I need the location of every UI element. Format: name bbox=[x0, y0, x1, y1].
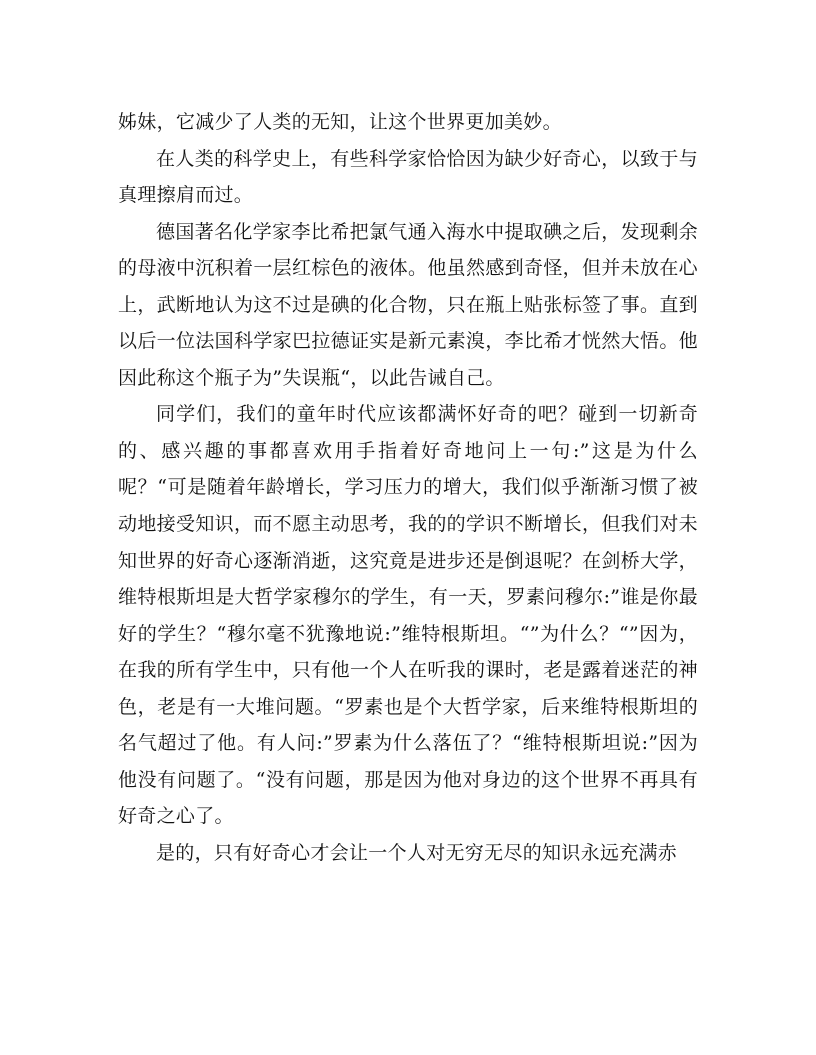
paragraph-4: 同学们，我们的童年时代应该都满怀好奇的吧？碰到一切新奇的、感兴趣的事都喜欢用手指着好奇地问上一句:”这是为什么呢？“可是随着年龄增长，学习压力的增大，我们似乎渐渐习惯了被动地接受知识，而不愿主动思考，我的的学识不断增长，但我们对未知世界的好奇心逐渐消逝，这究竟是进步还是倒退呢？在剑桥大学，维特根斯坦是大哲学家穆尔的学生，有一天，罗素问穆尔:”谁是你最好的学生？“穆尔毫不犹豫地说:”维特根斯坦。“”为什么？“”因为，在我的所有学生中，只有他一个人在听我的课时，老是露着迷茫的神色，老是有一大堆问题。“罗素也是个大哲学家，后来维特根斯坦的名气超过了他。有人问:”罗素为什么落伍了？“维特根斯坦说:”因为他没有问题了。“没有问题，那是因为他对身边的这个世界不再具有好奇之心了。 bbox=[118, 403, 698, 828]
paragraph-3: 德国著名化学家李比希把氯气通入海水中提取碘之后，发现剩余的母液中沉积着一层红棕色的液体。他虽然感到奇怪，但并未放在心上，武断地认为这不过是碘的化合物，只在瓶上贴张标签了事。直到以后一位法国科学家巴拉德证实是新元素溴，李比希才恍然大悟。他因此称这个瓶子为”失误瓶“，以此告诫自己。 bbox=[118, 220, 698, 389]
paragraph-1: 姊妹，它减少了人类的无知，让这个世界更加美妙。 bbox=[118, 111, 562, 133]
paragraph-5: 是的，只有好奇心才会让一个人对无穷无尽的知识永远充满赤 bbox=[156, 841, 678, 864]
paragraph-2: 在人类的科学史上，有些科学家恰恰因为缺少好奇心，以致于与真理擦肩而过。 bbox=[118, 147, 698, 207]
document-body bbox=[118, 104, 698, 871]
